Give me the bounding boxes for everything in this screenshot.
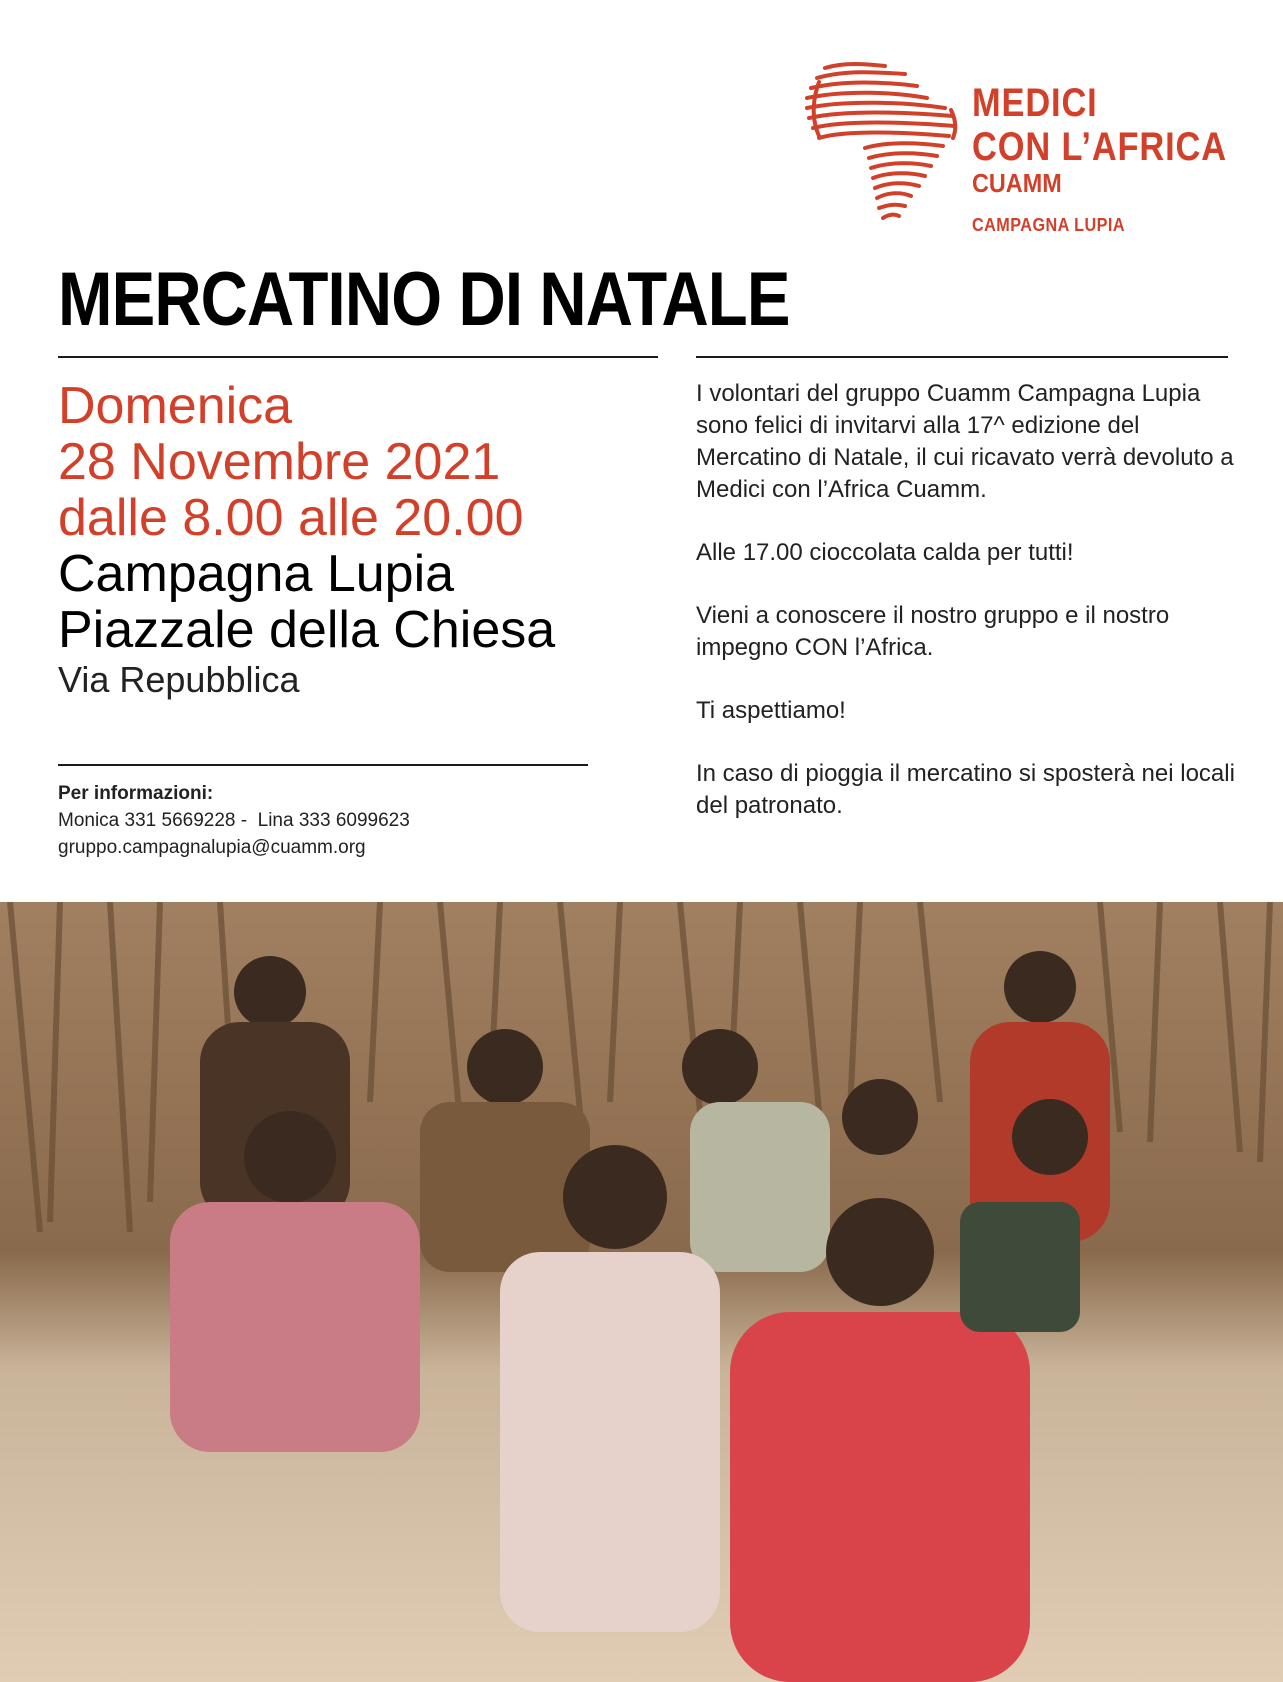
event-place: Piazzale della Chiesa (58, 601, 556, 659)
contacts (58, 780, 410, 861)
divider-left (58, 356, 658, 358)
event-date: 28 Novembre 2021 (58, 433, 501, 491)
event-street: Via Repubblica (58, 659, 300, 700)
cuamm-logo (805, 58, 1225, 233)
logo-line-cuamm: CUAMM (972, 168, 1062, 198)
description-paragraph: Vieni a conoscere il nostro gruppo e il nostro impegno CON l’Africa. (696, 602, 1170, 661)
event-hours: dalle 8.00 alle 20.00 (58, 489, 524, 547)
africa-map-icon (805, 58, 965, 228)
description-paragraph: In caso di pioggia il mercatino si sposterà nei locali del patronato. (696, 760, 1235, 819)
event-day: Domenica (58, 377, 293, 435)
logo-line-campagna-lupia: CAMPAGNA LUPIA (972, 215, 1125, 235)
logo-line-con-lafrica: CON L’AFRICA (972, 125, 1227, 169)
event-info (58, 378, 555, 702)
description-paragraph: Ti aspettiamo! (696, 697, 846, 724)
description-paragraph: Alle 17.00 cioccolata calda per tutti! (696, 539, 1074, 566)
page-title: MERCATINO DI NATALE (58, 257, 790, 342)
divider-right (696, 356, 1228, 358)
contacts-heading: Per informazioni: (58, 783, 214, 804)
divider-contacts (58, 764, 588, 766)
event-town: Campagna Lupia (58, 545, 455, 603)
description-paragraph: I volontari del gruppo Cuamm Campagna Lupia sono felici di invitarvi alla 17^ edizione del Mercatino di Natale, il cui ricavato verrà devoluto a Medici con l’Africa Cuamm. (696, 380, 1234, 503)
children-photo (0, 902, 1283, 1682)
logo-line-medici: MEDICI (972, 81, 1098, 125)
event-description (696, 378, 1236, 853)
contacts-phones: Monica 331 5669228 - Lina 333 6099623 (58, 810, 410, 831)
logo-text (972, 83, 1268, 234)
contacts-email: gruppo.campagnalupia@cuamm.org (58, 837, 366, 858)
